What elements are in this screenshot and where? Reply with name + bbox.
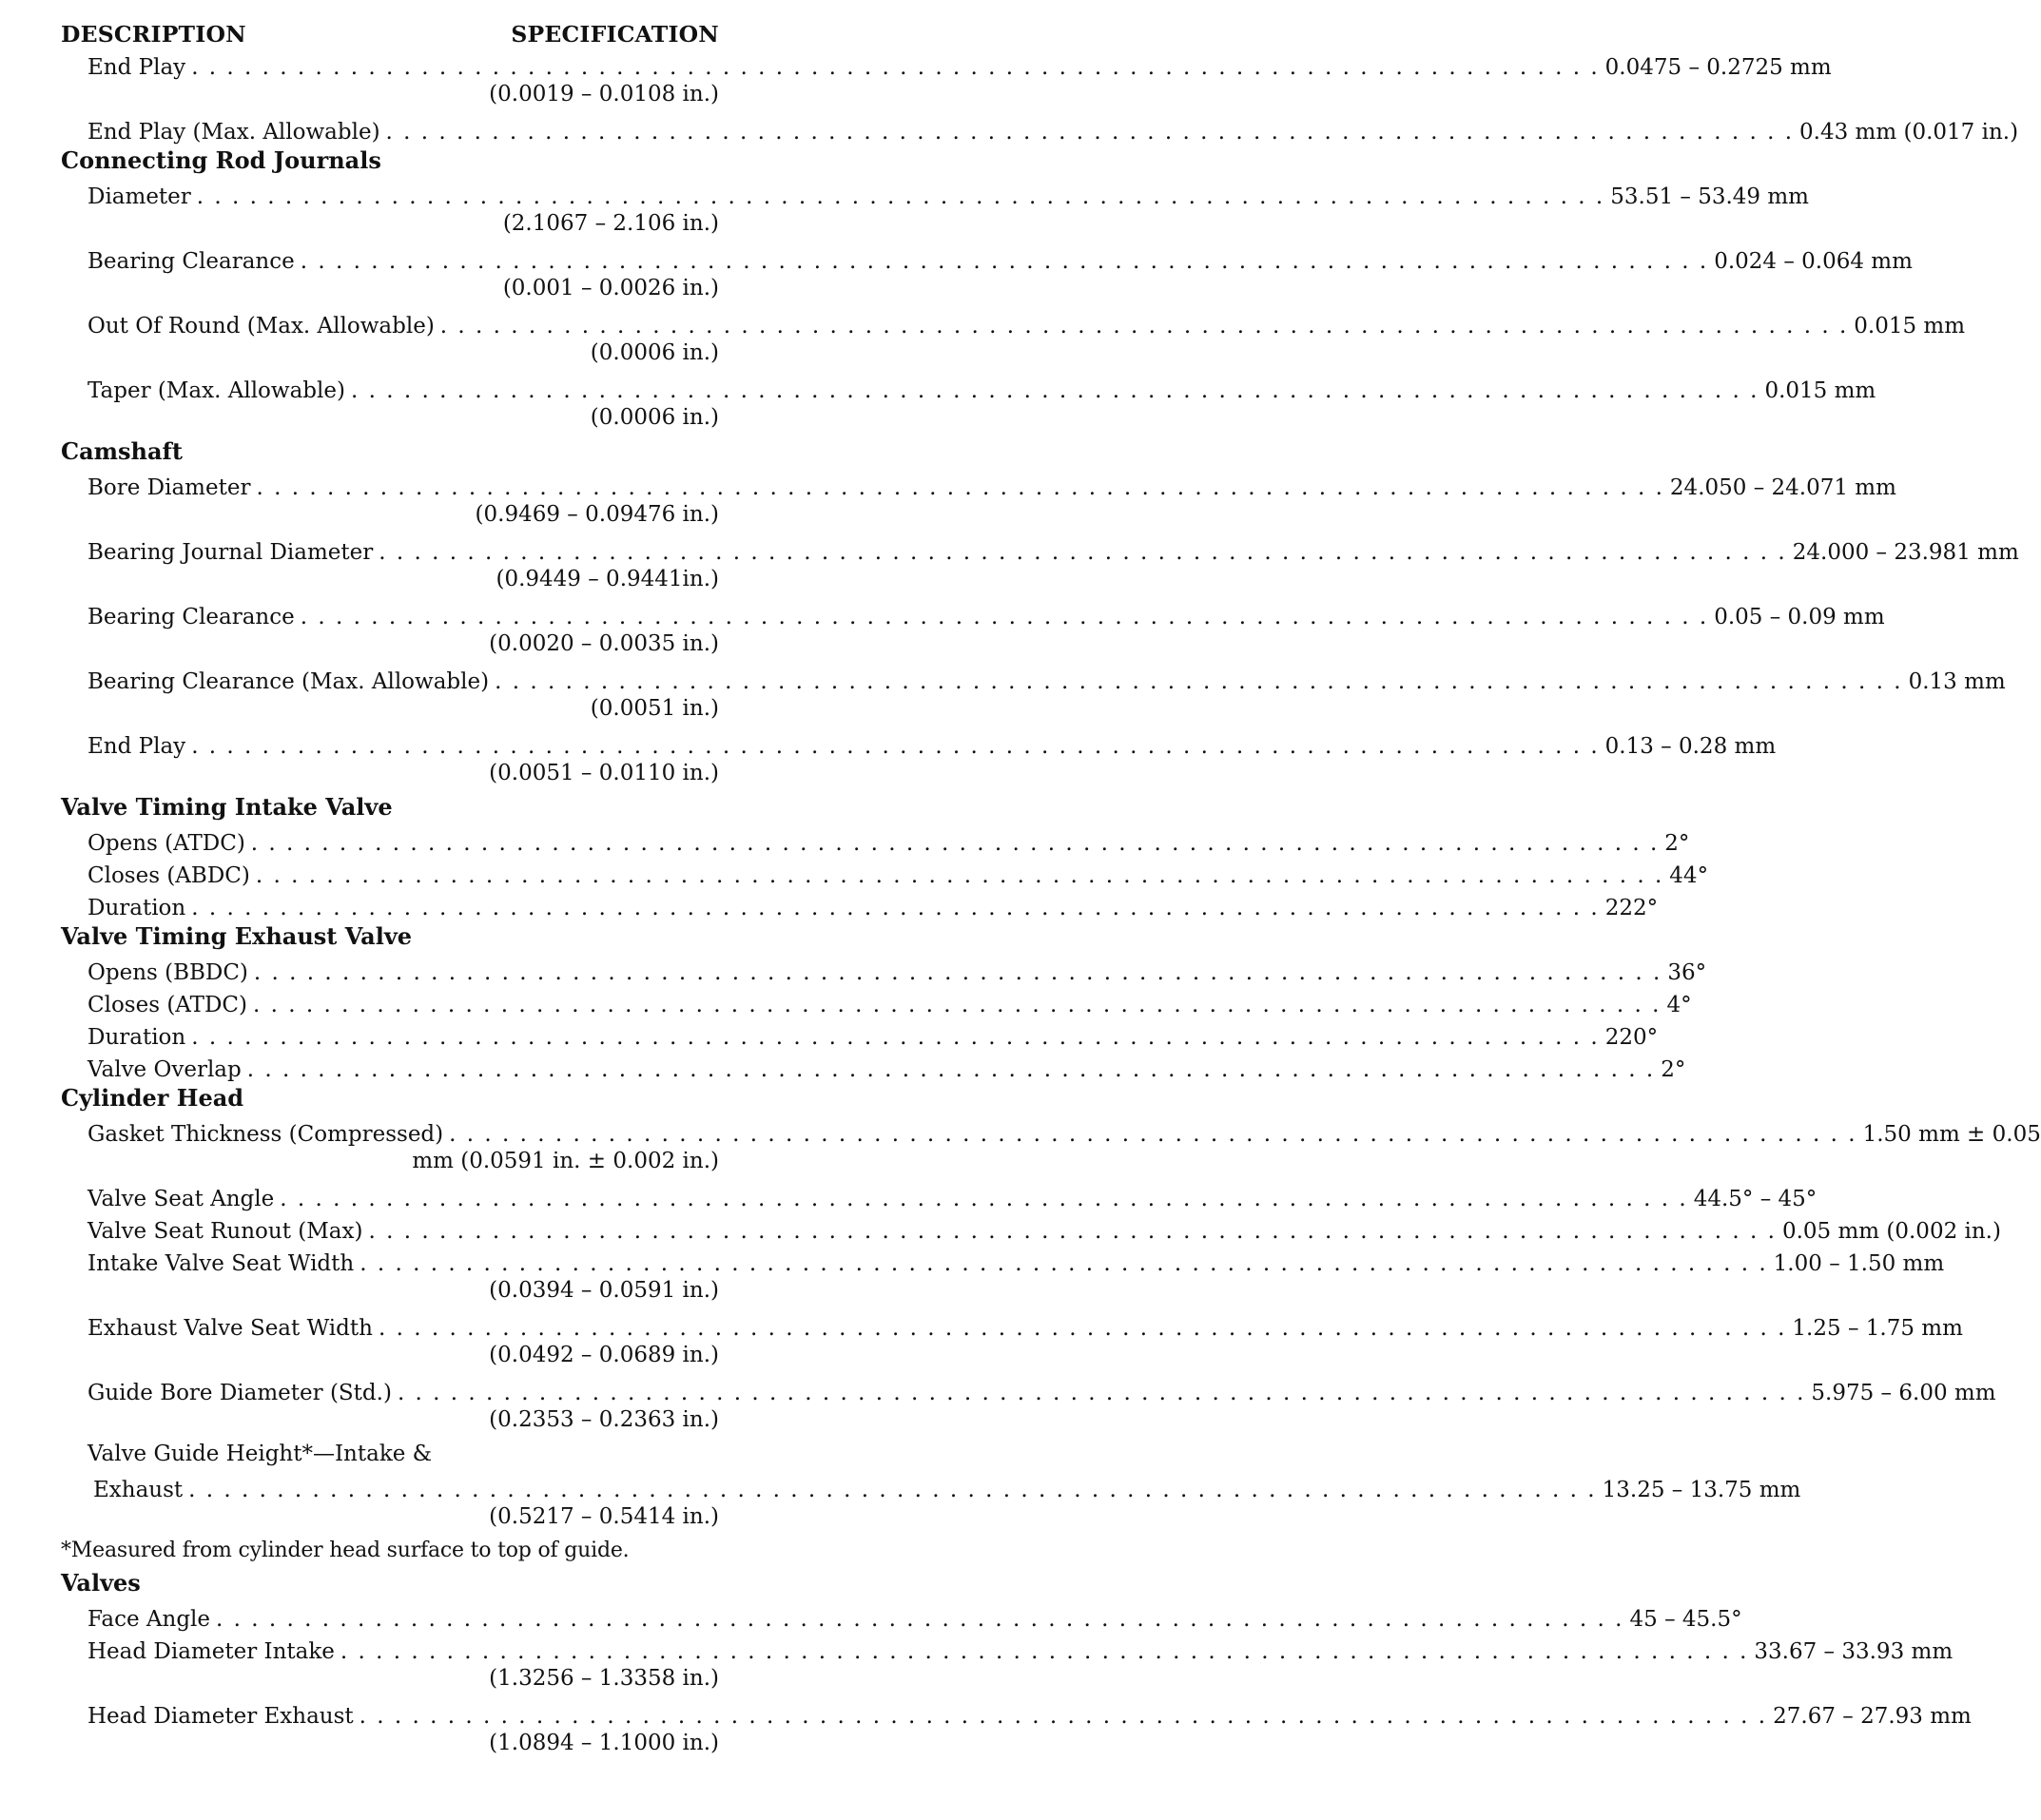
spec-value: 36°: [1667, 960, 1707, 985]
spec-value: 4°: [1666, 993, 1692, 1017]
spec-label: Valve Seat Angle: [87, 1187, 275, 1211]
spec-value: 222°: [1604, 896, 1659, 920]
spec-label: Guide Bore Diameter (Std.): [87, 1381, 392, 1405]
spec-value: 2°: [1664, 831, 1690, 856]
spec-row: [61, 1244, 1945, 1276]
dot-leader: . . . . . . . . . . . . . . . . . . . . . . . . . . . . . . . . . . . . . . . . . . . . . . . . . . . . . . . . . . . . . . . . . . . . . . . . . . . . . . . .: [340, 1639, 1749, 1664]
spec-value: 24.050 – 24.071 mm: [1669, 475, 1896, 500]
spec-row: [61, 1211, 2001, 1244]
spec-label: End Play: [87, 55, 186, 80]
spec-value-secondary: (1.3256 – 1.3358 in.): [489, 1666, 719, 1691]
spec-value-secondary: (0.0492 – 0.0689 in.): [489, 1343, 719, 1367]
dot-leader: . . . . . . . . . . . . . . . . . . . . . . . . . . . . . . . . . . . . . . . . . . . . . . . . . . . . . . . . . . . . . . . . . . . . . . . . . . . . . . . .: [191, 734, 1600, 759]
spec-value: 13.25 – 13.75 mm: [1602, 1478, 1801, 1502]
spec-value-secondary: (0.0006 in.): [590, 405, 719, 430]
spec-row: [61, 823, 1690, 856]
spec-row: [61, 1114, 2041, 1147]
spec-label: Head Diameter Exhaust: [87, 1704, 354, 1729]
spec-label: Bearing Clearance (Max. Allowable): [87, 669, 490, 694]
spec-value-secondary: (0.0051 – 0.0110 in.): [489, 761, 719, 785]
spec-value: 44.5° – 45°: [1693, 1187, 1817, 1211]
spec-value: 45 – 45.5°: [1629, 1607, 1742, 1632]
spec-value-secondary: (0.5217 – 0.5414 in.): [489, 1504, 719, 1529]
spec-value: 0.0475 – 0.2725 mm: [1604, 55, 1832, 80]
spec-label: Out Of Round (Max. Allowable): [87, 314, 435, 339]
spec-value-secondary: (0.9449 – 0.9441in.): [496, 567, 719, 591]
dot-leader: . . . . . . . . . . . . . . . . . . . . . . . . . . . . . . . . . . . . . . . . . . . . . . . . . . . . . . . . . . . . . . . . . . . . . . . . . . . . . . . .: [359, 1704, 1768, 1729]
spec-row: [61, 468, 1896, 500]
spec-label: Valve Seat Runout (Max): [87, 1219, 363, 1244]
spec-row: [61, 112, 2019, 145]
section-heading: Valves: [61, 1569, 141, 1597]
spec-value-secondary: mm (0.0591 in. ± 0.002 in.): [412, 1149, 719, 1173]
spec-value: 53.51 – 53.49 mm: [1610, 184, 1809, 209]
spec-value: 24.000 – 23.981 mm: [1792, 540, 2019, 565]
spec-row: [61, 371, 1876, 403]
dot-leader: . . . . . . . . . . . . . . . . . . . . . . . . . . . . . . . . . . . . . . . . . . . . . . . . . . . . . . . . . . . . . . . . . . . . . . . . . . . . . . . .: [246, 1057, 1656, 1082]
spec-label: Bore Diameter: [87, 475, 251, 500]
dot-leader: . . . . . . . . . . . . . . . . . . . . . . . . . . . . . . . . . . . . . . . . . . . . . . . . . . . . . . . . . . . . . . . . . . . . . . . . . . . . . . . .: [300, 249, 1709, 274]
spec-row: [61, 532, 2019, 565]
spec-value: 0.13 mm: [1908, 669, 2006, 694]
spec-value: 0.015 mm: [1764, 378, 1876, 403]
spec-label: Duration: [87, 896, 186, 920]
specification-heading: SPECIFICATION: [511, 21, 719, 48]
spec-value-secondary: (0.0006 in.): [590, 340, 719, 365]
spec-row: [61, 1308, 1963, 1341]
section-heading: Camshaft: [61, 437, 183, 465]
dot-leader: . . . . . . . . . . . . . . . . . . . . . . . . . . . . . . . . . . . . . . . . . . . . . . . . . . . . . . . . . . . . . . . . . . . . . . . . . . . . . . . .: [350, 378, 1759, 403]
spec-label: Taper (Max. Allowable): [87, 378, 345, 403]
spec-label: Face Angle: [87, 1607, 211, 1632]
spec-value: 1.25 – 1.75 mm: [1792, 1316, 1963, 1341]
dot-leader: . . . . . . . . . . . . . . . . . . . . . . . . . . . . . . . . . . . . . . . . . . . . . . . . . . . . . . . . . . . . . . . . . . . . . . . . . . . . . . . .: [191, 55, 1600, 80]
spec-label: Bearing Clearance: [87, 605, 295, 629]
spec-label: Gasket Thickness (Compressed): [87, 1122, 444, 1147]
spec-label: Bearing Clearance: [87, 249, 295, 274]
spec-label: Intake Valve Seat Width: [87, 1251, 355, 1276]
dot-leader: . . . . . . . . . . . . . . . . . . . . . . . . . . . . . . . . . . . . . . . . . . . . . . . . . . . . . . . . . . . . . . . . . . . . . . . . . . . . . . . .: [378, 1316, 1787, 1341]
dot-leader: . . . . . . . . . . . . . . . . . . . . . . . . . . . . . . . . . . . . . . . . . . . . . . . . . . . . . . . . . . . . . . . . . . . . . . . . . . . . . . . .: [379, 540, 1787, 565]
dot-leader: . . . . . . . . . . . . . . . . . . . . . . . . . . . . . . . . . . . . . . . . . . . . . . . . . . . . . . . . . . . . . . . . . . . . . . . . . . . . . . . .: [255, 863, 1664, 888]
dot-leader: . . . . . . . . . . . . . . . . . . . . . . . . . . . . . . . . . . . . . . . . . . . . . . . . . . . . . . . . . . . . . . . . . . . . . . . . . . . . . . . .: [253, 960, 1662, 985]
dot-leader: . . . . . . . . . . . . . . . . . . . . . . . . . . . . . . . . . . . . . . . . . . . . . . . . . . . . . . . . . . . . . . . . . . . . . . . . . . . . . . . .: [256, 475, 1664, 500]
spec-row: [61, 177, 1809, 209]
table-header: [61, 15, 719, 48]
spec-value: 0.05 – 0.09 mm: [1714, 605, 1885, 629]
dot-leader: . . . . . . . . . . . . . . . . . . . . . . . . . . . . . . . . . . . . . . . . . . . . . . . . . . . . . . . . . . . . . . . . . . . . . . . . . . . . . . . .: [449, 1122, 1857, 1147]
dot-leader: . . . . . . . . . . . . . . . . . . . . . . . . . . . . . . . . . . . . . . . . . . . . . . . . . . . . . . . . . . . . . . . . . . . . . . . . . . . . . . . .: [495, 669, 1903, 694]
dot-leader: . . . . . . . . . . . . . . . . . . . . . . . . . . . . . . . . . . . . . . . . . . . . . . . . . . . . . . . . . . . . . . . . . . . . . . . . . . . . . . . .: [191, 1025, 1600, 1050]
dot-leader: . . . . . . . . . . . . . . . . . . . . . . . . . . . . . . . . . . . . . . . . . . . . . . . . . . . . . . . . . . . . . . . . . . . . . . . . . . . . . . . .: [439, 314, 1849, 339]
dot-leader: . . . . . . . . . . . . . . . . . . . . . . . . . . . . . . . . . . . . . . . . . . . . . . . . . . . . . . . . . . . . . . . . . . . . . . . . . . . . . . . .: [300, 605, 1709, 629]
section-heading: Valve Timing Exhaust Valve: [61, 922, 413, 950]
spec-row: [61, 597, 1885, 629]
spec-label: End Play (Max. Allowable): [87, 120, 380, 145]
spec-value: 0.024 – 0.064 mm: [1714, 249, 1913, 274]
spec-label-line: Valve Guide Height*—Intake &: [87, 1442, 433, 1466]
spec-label: Exhaust: [93, 1478, 184, 1502]
spec-value: 33.67 – 33.93 mm: [1754, 1639, 1954, 1664]
spec-value-secondary: (0.0020 – 0.0035 in.): [489, 631, 719, 656]
spec-row: [61, 888, 1659, 920]
spec-row: [61, 1050, 1686, 1082]
spec-row: [61, 1179, 1817, 1211]
spec-row: [61, 306, 1966, 339]
spec-label: Closes (ATDC): [87, 993, 248, 1017]
spec-row: [61, 242, 1913, 274]
dot-leader: . . . . . . . . . . . . . . . . . . . . . . . . . . . . . . . . . . . . . . . . . . . . . . . . . . . . . . . . . . . . . . . . . . . . . . . . . . . . . . . .: [368, 1219, 1777, 1244]
dot-leader: . . . . . . . . . . . . . . . . . . . . . . . . . . . . . . . . . . . . . . . . . . . . . . . . . . . . . . . . . . . . . . . . . . . . . . . . . . . . . . . .: [385, 120, 1795, 145]
dot-leader: . . . . . . . . . . . . . . . . . . . . . . . . . . . . . . . . . . . . . . . . . . . . . . . . . . . . . . . . . . . . . . . . . . . . . . . . . . . . . . . .: [196, 184, 1605, 209]
spec-value-secondary: (0.0051 in.): [590, 696, 719, 721]
spec-row: [61, 1696, 1972, 1729]
spec-value: 1.50 mm ± 0.05: [1862, 1122, 2041, 1147]
spec-value: 0.05 mm (0.002 in.): [1781, 1219, 2001, 1244]
spec-row: [61, 1017, 1659, 1050]
section-heading: Connecting Rod Journals: [61, 146, 381, 174]
spec-label: Exhaust Valve Seat Width: [87, 1316, 373, 1341]
spec-value-secondary: (2.1067 – 2.106 in.): [502, 211, 719, 236]
spec-value: 5.975 – 6.00 mm: [1811, 1381, 1996, 1405]
spec-row: [61, 1632, 1954, 1664]
spec-value: 220°: [1604, 1025, 1659, 1050]
footnote: *Measured from cylinder head surface to top of guide.: [61, 1539, 630, 1562]
spec-row: [61, 985, 1692, 1017]
spec-label: Diameter: [87, 184, 191, 209]
spec-value: 0.015 mm: [1854, 314, 1966, 339]
spec-row: [61, 1373, 1996, 1405]
dot-leader: . . . . . . . . . . . . . . . . . . . . . . . . . . . . . . . . . . . . . . . . . . . . . . . . . . . . . . . . . . . . . . . . . . . . . . . . . . . . . . . .: [216, 1607, 1624, 1632]
spec-value-secondary: (0.001 – 0.0026 in.): [502, 276, 719, 300]
dot-leader: . . . . . . . . . . . . . . . . . . . . . . . . . . . . . . . . . . . . . . . . . . . . . . . . . . . . . . . . . . . . . . . . . . . . . . . . . . . . . . . .: [360, 1251, 1768, 1276]
spec-row: [61, 662, 2006, 694]
spec-value: 0.43 mm (0.017 in.): [1799, 120, 2019, 145]
spec-value: 2°: [1661, 1057, 1686, 1082]
spec-label: Head Diameter Intake: [87, 1639, 335, 1664]
spec-label: End Play: [87, 734, 186, 759]
spec-row: [61, 726, 1777, 759]
spec-label: Bearing Journal Diameter: [87, 540, 374, 565]
spec-row: [61, 856, 1709, 888]
dot-leader: . . . . . . . . . . . . . . . . . . . . . . . . . . . . . . . . . . . . . . . . . . . . . . . . . . . . . . . . . . . . . . . . . . . . . . . . . . . . . . . .: [188, 1478, 1597, 1502]
description-heading: DESCRIPTION: [61, 21, 246, 48]
spec-row: [61, 1599, 1742, 1632]
spec-value-secondary: (1.0894 – 1.1000 in.): [489, 1731, 719, 1755]
spec-row: [61, 953, 1707, 985]
spec-label: Opens (BBDC): [87, 960, 248, 985]
section-heading: Cylinder Head: [61, 1084, 244, 1112]
spec-label: Opens (ATDC): [87, 831, 245, 856]
section-heading: Valve Timing Intake Valve: [61, 793, 393, 821]
spec-value-secondary: (0.0019 – 0.0108 in.): [489, 82, 719, 106]
dot-leader: . . . . . . . . . . . . . . . . . . . . . . . . . . . . . . . . . . . . . . . . . . . . . . . . . . . . . . . . . . . . . . . . . . . . . . . . . . . . . . . .: [253, 993, 1662, 1017]
spec-label: Closes (ABDC): [87, 863, 250, 888]
spec-row: [61, 48, 1832, 80]
dot-leader: . . . . . . . . . . . . . . . . . . . . . . . . . . . . . . . . . . . . . . . . . . . . . . . . . . . . . . . . . . . . . . . . . . . . . . . . . . . . . . . .: [397, 1381, 1806, 1405]
spec-value-secondary: (0.2353 – 0.2363 in.): [489, 1407, 719, 1432]
spec-label: Duration: [87, 1025, 186, 1050]
spec-label: Valve Overlap: [87, 1057, 242, 1082]
spec-value: 44°: [1669, 863, 1709, 888]
spec-value: 0.13 – 0.28 mm: [1604, 734, 1777, 759]
dot-leader: . . . . . . . . . . . . . . . . . . . . . . . . . . . . . . . . . . . . . . . . . . . . . . . . . . . . . . . . . . . . . . . . . . . . . . . . . . . . . . . .: [191, 896, 1600, 920]
spec-table: [61, 15, 2041, 1761]
spec-body: [61, 48, 2041, 1761]
dot-leader: . . . . . . . . . . . . . . . . . . . . . . . . . . . . . . . . . . . . . . . . . . . . . . . . . . . . . . . . . . . . . . . . . . . . . . . . . . . . . . . .: [280, 1187, 1688, 1211]
spec-value-secondary: (0.9469 – 0.09476 in.): [475, 502, 719, 527]
spec-value: 1.00 – 1.50 mm: [1773, 1251, 1945, 1276]
spec-value: 27.67 – 27.93 mm: [1773, 1704, 1972, 1729]
spec-row: [61, 1470, 1801, 1502]
spec-value-secondary: (0.0394 – 0.0591 in.): [489, 1278, 719, 1303]
dot-leader: . . . . . . . . . . . . . . . . . . . . . . . . . . . . . . . . . . . . . . . . . . . . . . . . . . . . . . . . . . . . . . . . . . . . . . . . . . . . . . . .: [250, 831, 1660, 856]
